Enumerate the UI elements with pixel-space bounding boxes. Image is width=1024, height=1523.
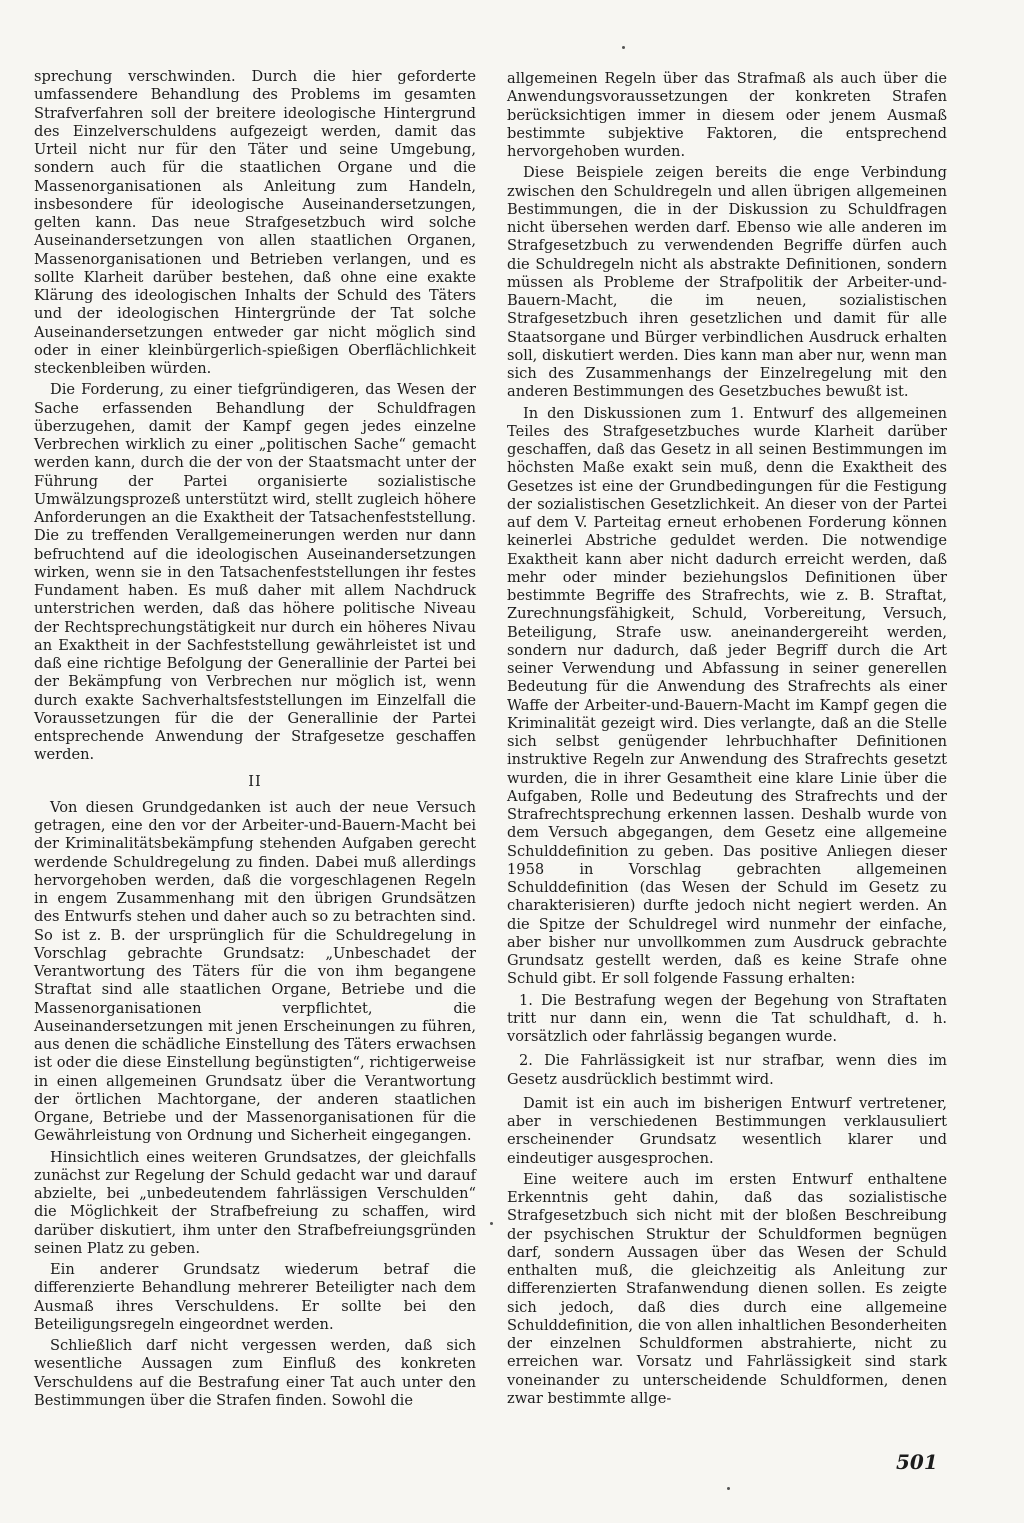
list-item-2: 2. Die Fahrlässigkeit ist nur strafbar, wenn dies im Gesetz ausdrücklich bestimmt wird. xyxy=(507,1052,947,1088)
right-paragraph-1: Diese Beispiele zeigen bereits die enge Verbindung zwischen den Schuldregeln und allen übrigen allgemeinen Bestimmungen, die in der Diskussion zu Schuldfragen nicht übersehen werden darf. Ebenso wie alle anderen im Strafgesetzbuch zu verwendenden Begriffe dürfen auch die Schuldregeln nicht als abstrakte Definitionen, sondern müssen als Probleme der Strafpolitik der Arbeiter-und-Bauern-Macht, die im neuen, sozialistischen Strafgesetzbuch ihren gesetzlichen und damit für alle Staatsorgane und Bürger verbindlichen Ausdruck erhalten soll, diskutiert werden. Dies kann man aber nur, wenn man sich des Zusammenhangs der Einzelregelung mit den anderen Bestimmungen des Gesetzbuches bewußt ist. xyxy=(507,164,947,401)
list-item-1: 1. Die Bestrafung wegen der Begehung von Straftaten tritt nur dann ein, wenn die Tat schuldhaft, d. h. vorsätzlich oder fahrlässig begangen wurde. xyxy=(507,991,947,1045)
left-column xyxy=(34,68,476,1413)
left-paragraph-5: Ein anderer Grundsatz wiederum betraf die differenzierte Behandlung mehrerer Beteiligter nach dem Ausmaß ihres Verschuldens. Er sollte bei den Beteiligungsregeln eingeordnet werden. xyxy=(34,1261,476,1333)
left-paragraph-2: Die Forderung, zu einer tiefgründigeren, das Wesen der Sache erfassenden Behandlung der Schuldfragen überzugehen, damit der Kampf gegen jedes einzelne Verbrechen wirklich zu einer „politischen Sache“ gemacht werden kann, durch die der von der Staatsmacht unter der Führung der Partei organisierte sozialistische Umwälzungsprozeß unterstützt wird, stellt zugleich höhere Anforderungen an die Exaktheit der Tatsachenfeststellung. Die zu treffenden Verallgemeinerungen werden nur dann befruchtend auf die ideologischen Auseinandersetzungen wirken, wenn sie in den Tatsachenfeststellungen ihr festes Fundament haben. Es muß daher mit allem Nachdruck unterstrichen werden, daß das höhere politische Niveau der Rechtsprechungstätigkeit nur durch ein höheres Nivau an Exaktheit in der Sachfeststellung gewährleistet ist und daß eine richtige Befolgung der Generallinie der Partei bei der Bekämpfung von Verbrechen nur möglich ist, wenn durch exakte Sachverhaltsfeststellungen im Einzelfall die Voraussetzungen für die der Generallinie der Partei entsprechende Anwendung der Strafgesetze geschaffen werden. xyxy=(34,381,476,764)
left-paragraph-3: Von diesen Grundgedanken ist auch der neue Versuch getragen, eine den vor der Arbeiter-und-Bauern-Macht bei der Kriminalitätsbekämpfung stehenden Aufgaben gerecht werdende Schuldregelung zu finden. Dabei muß allerdings hervorgehoben werden, daß die vorgeschlagenen Regeln in engem Zusammenhang mit den übrigen Grundsätzen des Entwurfs stehen und daher auch so zu betrachten sind. So ist z. B. der ursprünglich für die Schuldregelung in Vorschlag gebrachte Grundsatz: „Unbeschadet der Verantwortung des Täters für die von ihm begangene Straftat sind alle staatlichen Organe, Betriebe und die Massenorganisationen verpflichtet, die Auseinandersetzungen mit jenen Erscheinungen zu führen, aus denen die schädliche Einstellung des Täters erwachsen ist oder die diese Einstellung begünstigten“, richtigerweise in einen allgemeinen Grundsatz über die Verantwortung der örtlichen Machtorgane, der anderen staatlichen Organe, Betriebe und der Massenorganisationen für die Gewährleistung von Ordnung und Sicherheit eingegangen. xyxy=(34,798,476,1145)
right-continuation: allgemeinen Regeln über das Strafmaß als auch über die Anwendungsvoraussetzungen der konkreten Strafen berücksichtigen immer in diesem oder jenem Ausmaß bestimmte subjektive Faktoren, die entsprechend hervorgehoben wurden. xyxy=(507,70,947,160)
scan-speck xyxy=(727,1487,730,1490)
section-heading: II xyxy=(248,772,262,790)
left-paragraph-1: sprechung verschwinden. Durch die hier geforderte umfassendere Behandlung des Problems im gesamten Strafverfahren soll der breitere ideologische Hintergrund des Einzelverschuldens aufgezeigt werden, damit das Urteil nicht nur für den Täter und seine Umgebung, sondern auch für die staatlichen Organe und die Massenorganisationen als Anleitung zum Handeln, insbesondere für ideologische Auseinandersetzungen, gelten kann. Das neue Strafgesetzbuch wird solche Auseinandersetzungen von allen staatlichen Organen, Massenorganisationen und Betrieben verlangen, und es sollte Klarheit darüber bestehen, daß ohne eine exakte Klärung des ideologischen Inhalts der Schuld des Täters und der ideologischen Hintergründe der Tat solche Auseinandersetzungen entweder gar nicht möglich sind oder in einer kleinbürgerlich-spießigen Oberflächlichkeit steckenbleiben würden. xyxy=(34,68,476,377)
scan-speck xyxy=(490,1222,493,1225)
left-paragraph-4: Hinsichtlich eines weiteren Grundsatzes, der gleichfalls zunächst zur Regelung der Schuld gedacht war und darauf abzielte, bei „unbedeutendem fahrlässigen Verschulden“ die Möglichkeit der Strafbefreiung zu schaffen, wird darüber diskutiert, ihm unter den Strafbefreiungsgründen seinen Platz zu geben. xyxy=(34,1148,476,1257)
right-column xyxy=(507,70,947,1411)
right-paragraph-2: In den Diskussionen zum 1. Entwurf des allgemeinen Teiles des Strafgesetzbuches wurde Klarheit darüber geschaffen, daß das Gesetz in all seinen Bestimmungen im höchsten Maße exakt sein muß, denn die Exaktheit des Gesetzes ist eine der Grundbedingungen für die Festigung der sozialistischen Gesetzlichkeit. An dieser von der Partei auf dem V. Parteitag erneut erhobenen Forderung können keinerlei Abstriche geduldet werden. Die notwendige Exaktheit kann aber nicht dadurch erreicht werden, daß mehr oder minder beziehungslos Definitionen über bestimmte Begriffe des Strafrechts, wie z. B. Straftat, Zurechnungsfähigkeit, Schuld, Vorbereitung, Versuch, Beteiligung, Strafe usw. aneinandergereiht werden, sondern nur dadurch, daß jeder Begriff durch die Art seiner Verwendung und Abfassung in seiner generellen Bedeutung für die Anwendung des Strafrechts als einer Waffe der Arbeiter-und-Bauern-Macht im Kampf gegen die Kriminalität gezeigt wird. Dies verlangte, daß an die Stelle sich selbst genügender lehrbuchhafter Definitionen instruktive Regeln zur Anwendung des Strafrechts gesetzt wurden, die in ihrer Gesamtheit eine klare Linie über die Aufgaben, Rolle und Bedeutung des Strafrechts und der Strafrechtsprechung erkennen lassen. Deshalb wurde von dem Versuch abgegangen, dem Gesetz eine allgemeine Schulddefinition zu geben. Das positive Anliegen dieser 1958 in Vorschlag gebrachten allgemeinen Schulddefinition (das Wesen der Schuld im Gesetz zu charakterisieren) durfte jedoch nicht negiert werden. An die Spitze der Schuldregel wird nunmehr der einfache, aber bisher nur unvollkommen zum Ausdruck gebrachte Grundsatz gestellt werden, daß es keine Strafe ohne Schuld gibt. Er soll folgende Fassung erhalten: xyxy=(507,404,947,988)
right-paragraph-4: Eine weitere auch im ersten Entwurf enthaltene Erkenntnis geht dahin, daß das sozialistische Strafgesetzbuch sich nicht mit der bloßen Beschreibung der psychischen Struktur der Schuldformen begnügen darf, sondern Aussagen über das Wesen der Schuld enthalten muß, die gleichzeitig als Anleitung zur differenzierten Strafanwendung dienen sollen. Es zeigte sich jedoch, daß dies durch eine allgemeine Schulddefinition, die von allen inhaltlichen Besonderheiten der einzelnen Schuldformen abstrahierte, nicht zu erreichen war. Vorsatz und Fahrlässigkeit sind stark voneinander zu unterscheidende Schuldformen, denen zwar bestimmte allge- xyxy=(507,1170,947,1407)
page-number: 501 xyxy=(896,1450,938,1474)
right-paragraph-3: Damit ist ein auch im bisherigen Entwurf vertretener, aber in verschiedenen Bestimmungen verklausuliert erscheinender Grundsatz wesentlich klarer und eindeutiger ausgesprochen. xyxy=(507,1094,947,1167)
scan-speck xyxy=(622,46,625,49)
left-paragraph-6: Schließlich darf nicht vergessen werden, daß sich wesentliche Aussagen zum Einfluß des konkreten Verschuldens auf die Bestrafung einer Tat auch unter den Bestimmungen über die Strafen finden. Sowohl die xyxy=(34,1337,476,1409)
